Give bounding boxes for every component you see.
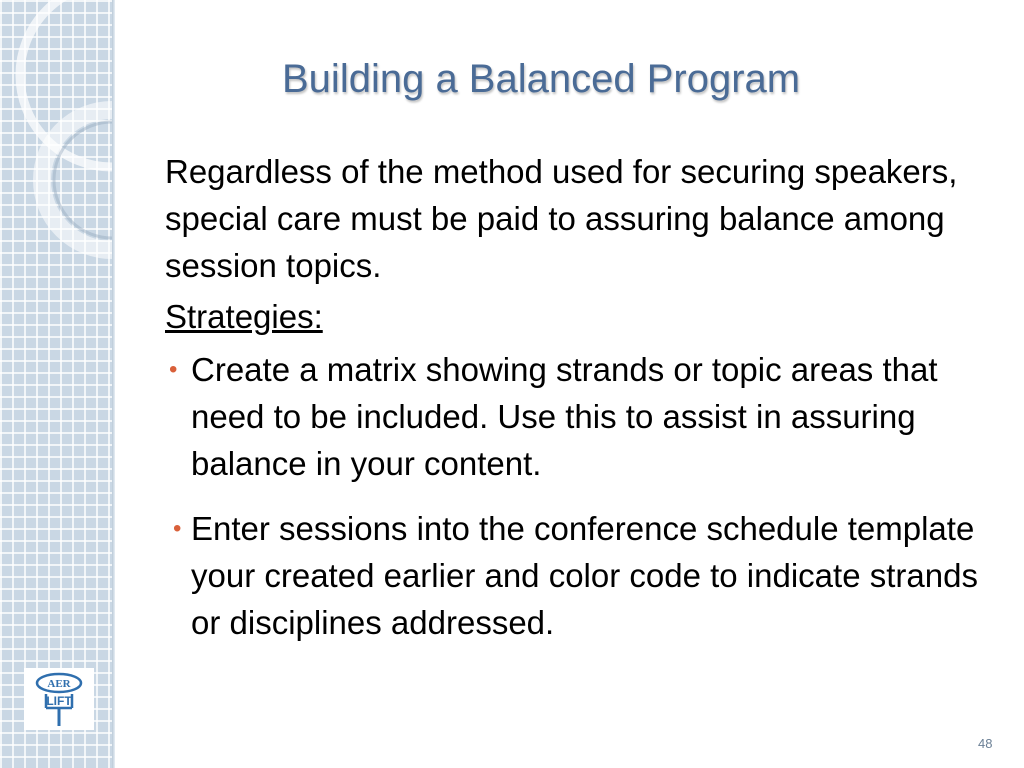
- swirl-decoration: [0, 0, 113, 300]
- strategy-item: [165, 505, 985, 646]
- intro-paragraph: Regardless of the method used for securing speakers, special care must be paid to assuring balance among session topics.: [165, 153, 958, 284]
- strategy-text: Enter sessions into the conference schedule template your created earlier and color code to indicate strands or disciplines addressed.: [191, 510, 978, 641]
- slide-content: [165, 148, 985, 664]
- strategies-label: Strategies:: [165, 298, 323, 335]
- strategy-text: Create a matrix showing strands or topic areas that need to be included. Use this to assist in assuring balance in your content.: [191, 351, 938, 482]
- slide-title: Building a Balanced Program: [282, 57, 801, 101]
- logo-top-text: AER: [47, 678, 71, 690]
- aer-lift-logo: [24, 668, 94, 730]
- page-number: 48: [978, 736, 993, 751]
- decorative-sidebar: [0, 0, 113, 768]
- strategy-item: [165, 346, 985, 487]
- logo-bottom-text: LIFT: [46, 694, 72, 708]
- aer-lift-logo-icon: [24, 668, 94, 730]
- sidebar-edge: [112, 0, 115, 768]
- strategy-list: [165, 346, 985, 646]
- bullet-icon: •: [173, 515, 182, 542]
- bullet-icon: •: [169, 356, 178, 383]
